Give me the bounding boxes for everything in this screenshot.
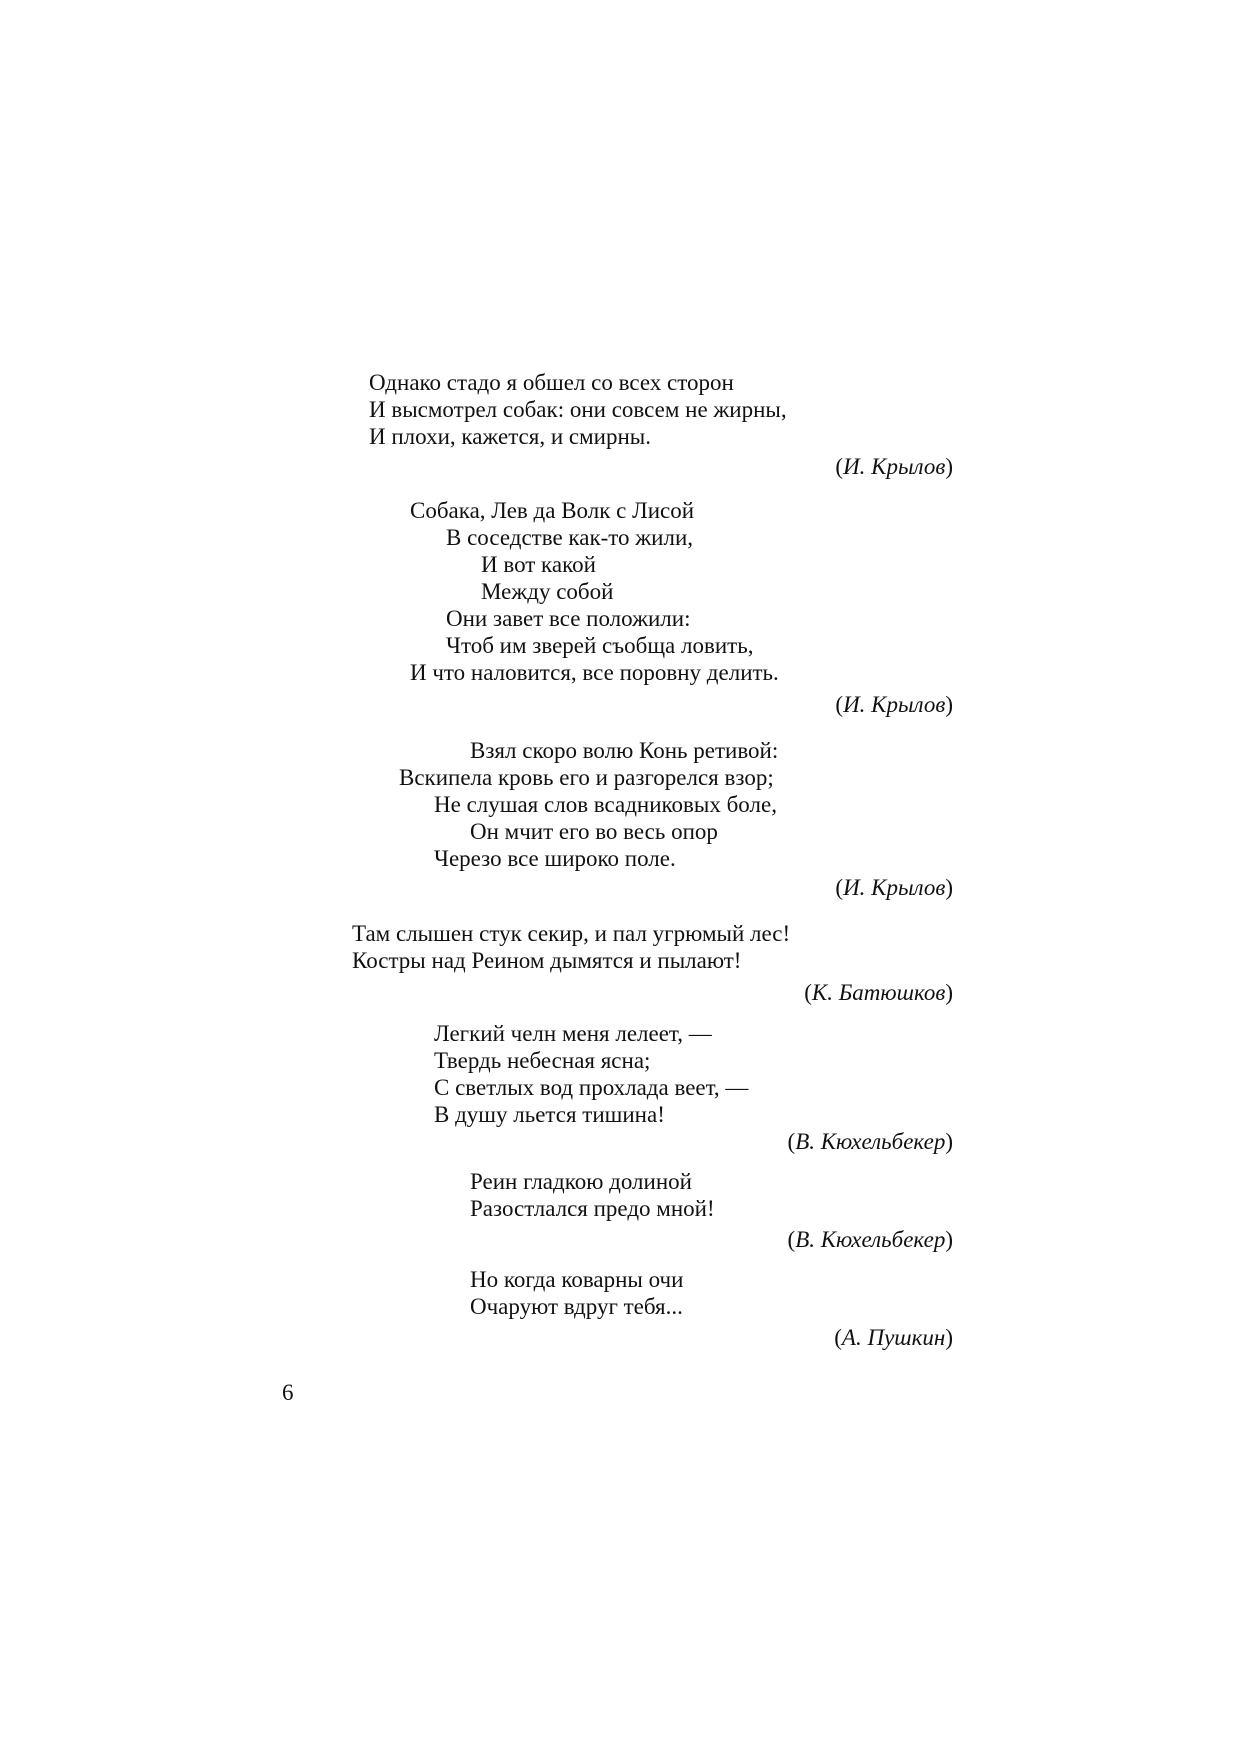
poem-1-line-2: И высмотрел собак: они совсем не жирны, — [369, 397, 787, 422]
poem-6-line-1: Реин гладкою долиной — [470, 1169, 692, 1194]
poem-2-line-2: В соседстве как-то жили, — [446, 525, 694, 550]
poem-7-line-2: Очаруют вдруг тебя... — [470, 1294, 683, 1319]
poem-5-attribution: (В. Кюхельбекер) — [787, 1129, 953, 1154]
poem-4-author: К. Батюшков — [811, 980, 946, 1005]
poem-5-author: В. Кюхельбекер — [795, 1129, 946, 1154]
poem-3-line-1: Взял скоро волю Конь ретивой: — [470, 738, 779, 763]
poem-4-attribution: (К. Батюшков) — [804, 980, 953, 1005]
poem-3-line-5: Черезо все широко поле. — [434, 846, 676, 871]
poem-2-line-6: Чтоб им зверей съобща ловить, — [446, 633, 754, 658]
poem-5-line-2: Твердь небесная ясна; — [434, 1048, 651, 1073]
poem-2-line-7: И что наловится, все поровну делить. — [410, 660, 779, 685]
poem-4-line-2: Костры над Реином дымятся и пылают! — [352, 948, 742, 973]
poem-5-line-1: Легкий челн меня лелеет, — — [434, 1021, 712, 1046]
poem-1-author: И. Крылов — [843, 454, 946, 479]
poem-6-line-2: Разостлался предо мной! — [470, 1196, 715, 1221]
poem-3-author: И. Крылов — [843, 875, 946, 900]
poem-4-line-1: Там слышен стук секир, и пал угрюмый лес! — [352, 921, 791, 946]
poem-2-line-4: Между собой — [481, 579, 614, 604]
poem-1-line-1: Однако стадо я обшел со всех сторон — [369, 370, 734, 395]
poem-7-attribution: (А. Пушкин) — [834, 1325, 953, 1350]
poem-3-line-2: Вскипела кровь его и разгорелся взор; — [399, 765, 774, 790]
poem-3-line-3: Не слушая слов всадниковых боле, — [434, 792, 777, 817]
poem-6-attribution: (В. Кюхельбекер) — [787, 1227, 953, 1252]
poem-3-attribution: (И. Крылов) — [835, 875, 953, 900]
poem-2-line-1: Собака, Лев да Волк с Лисой — [410, 498, 695, 523]
poem-1-line-3: И плохи, кажется, и смирны. — [369, 424, 651, 449]
poem-5-line-3: С светлых вод прохлада веет, — — [434, 1075, 749, 1100]
poem-1-attribution: (И. Крылов) — [835, 454, 953, 479]
poem-5-line-4: В душу льется тишина! — [434, 1102, 665, 1127]
page-number: 6 — [282, 1380, 294, 1405]
poem-2-line-3: И вот какой — [481, 552, 596, 577]
poem-7-author: А. Пушкин — [841, 1325, 946, 1350]
poem-2-line-5: Они завет все положили: — [446, 606, 691, 631]
poem-3-line-4: Он мчит его во весь опор — [470, 819, 718, 844]
poem-2-attribution: (И. Крылов) — [835, 692, 953, 717]
poem-7-line-1: Но когда коварны очи — [470, 1267, 684, 1292]
poem-6-author: В. Кюхельбекер — [795, 1227, 946, 1252]
poem-2-author: И. Крылов — [843, 692, 946, 717]
